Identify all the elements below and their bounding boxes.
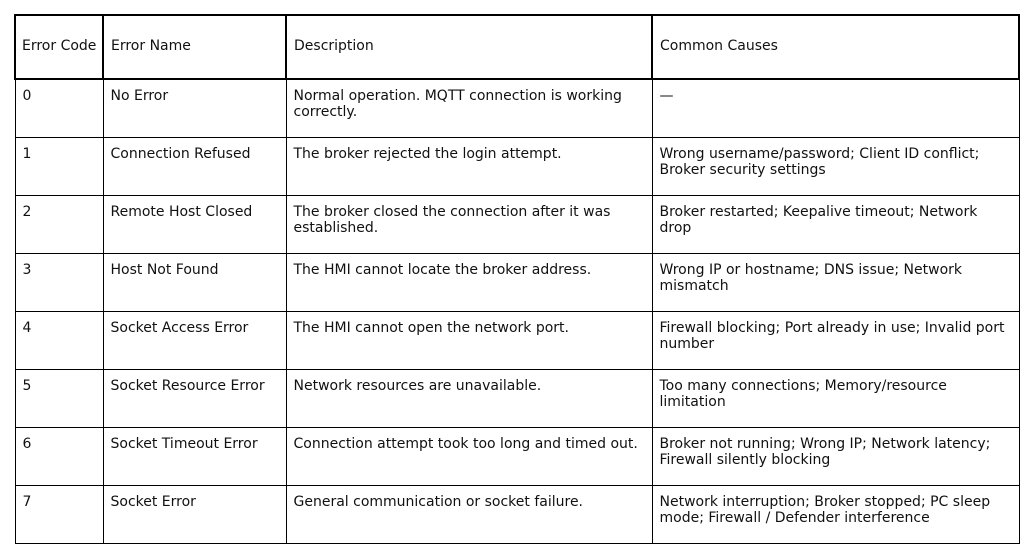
cell-common-causes: Broker not running; Wrong IP; Network latency; Firewall silently blocking [652, 427, 1019, 485]
cell-error-name: Host Not Found [103, 253, 286, 311]
cell-description: Connection attempt took too long and timed out. [286, 427, 652, 485]
cell-description: The HMI cannot locate the broker address. [286, 253, 652, 311]
cell-common-causes: Network interruption; Broker stopped; PC sleep mode; Firewall / Defender interference [652, 485, 1019, 543]
cell-description: The broker rejected the login attempt. [286, 137, 652, 195]
cell-error-code: 5 [15, 369, 103, 427]
cell-common-causes: Firewall blocking; Port already in use; Invalid port number [652, 311, 1019, 369]
cell-error-name: Remote Host Closed [103, 195, 286, 253]
cell-common-causes: Broker restarted; Keepalive timeout; Network drop [652, 195, 1019, 253]
cell-error-name: No Error [103, 79, 286, 137]
table-row [15, 369, 1019, 427]
cell-description: Normal operation. MQTT connection is working correctly. [286, 79, 652, 137]
cell-error-name: Socket Resource Error [103, 369, 286, 427]
table-row [15, 427, 1019, 485]
table-row [15, 79, 1019, 137]
cell-common-causes: Wrong username/password; Client ID conflict; Broker security settings [652, 137, 1019, 195]
table-row [15, 485, 1019, 543]
cell-error-code: 7 [15, 485, 103, 543]
error-code-table [14, 14, 1020, 544]
cell-error-code: 4 [15, 311, 103, 369]
cell-error-name: Connection Refused [103, 137, 286, 195]
table-header [15, 15, 1019, 79]
cell-error-code: 3 [15, 253, 103, 311]
cell-description: Network resources are unavailable. [286, 369, 652, 427]
header-common-causes: Common Causes [652, 15, 1019, 79]
cell-common-causes: — [652, 79, 1019, 137]
header-error-name: Error Name [103, 15, 286, 79]
header-error-code: Error Code [15, 15, 103, 79]
table-row [15, 137, 1019, 195]
cell-error-name: Socket Error [103, 485, 286, 543]
cell-error-code: 1 [15, 137, 103, 195]
table-row [15, 311, 1019, 369]
cell-error-code: 0 [15, 79, 103, 137]
table-row [15, 253, 1019, 311]
cell-description: General communication or socket failure. [286, 485, 652, 543]
cell-error-code: 2 [15, 195, 103, 253]
header-description: Description [286, 15, 652, 79]
cell-description: The broker closed the connection after it was established. [286, 195, 652, 253]
table-row [15, 195, 1019, 253]
table-body [15, 79, 1019, 543]
cell-description: The HMI cannot open the network port. [286, 311, 652, 369]
cell-common-causes: Too many connections; Memory/resource limitation [652, 369, 1019, 427]
cell-error-name: Socket Access Error [103, 311, 286, 369]
cell-common-causes: Wrong IP or hostname; DNS issue; Network mismatch [652, 253, 1019, 311]
cell-error-code: 6 [15, 427, 103, 485]
header-row [15, 15, 1019, 79]
cell-error-name: Socket Timeout Error [103, 427, 286, 485]
